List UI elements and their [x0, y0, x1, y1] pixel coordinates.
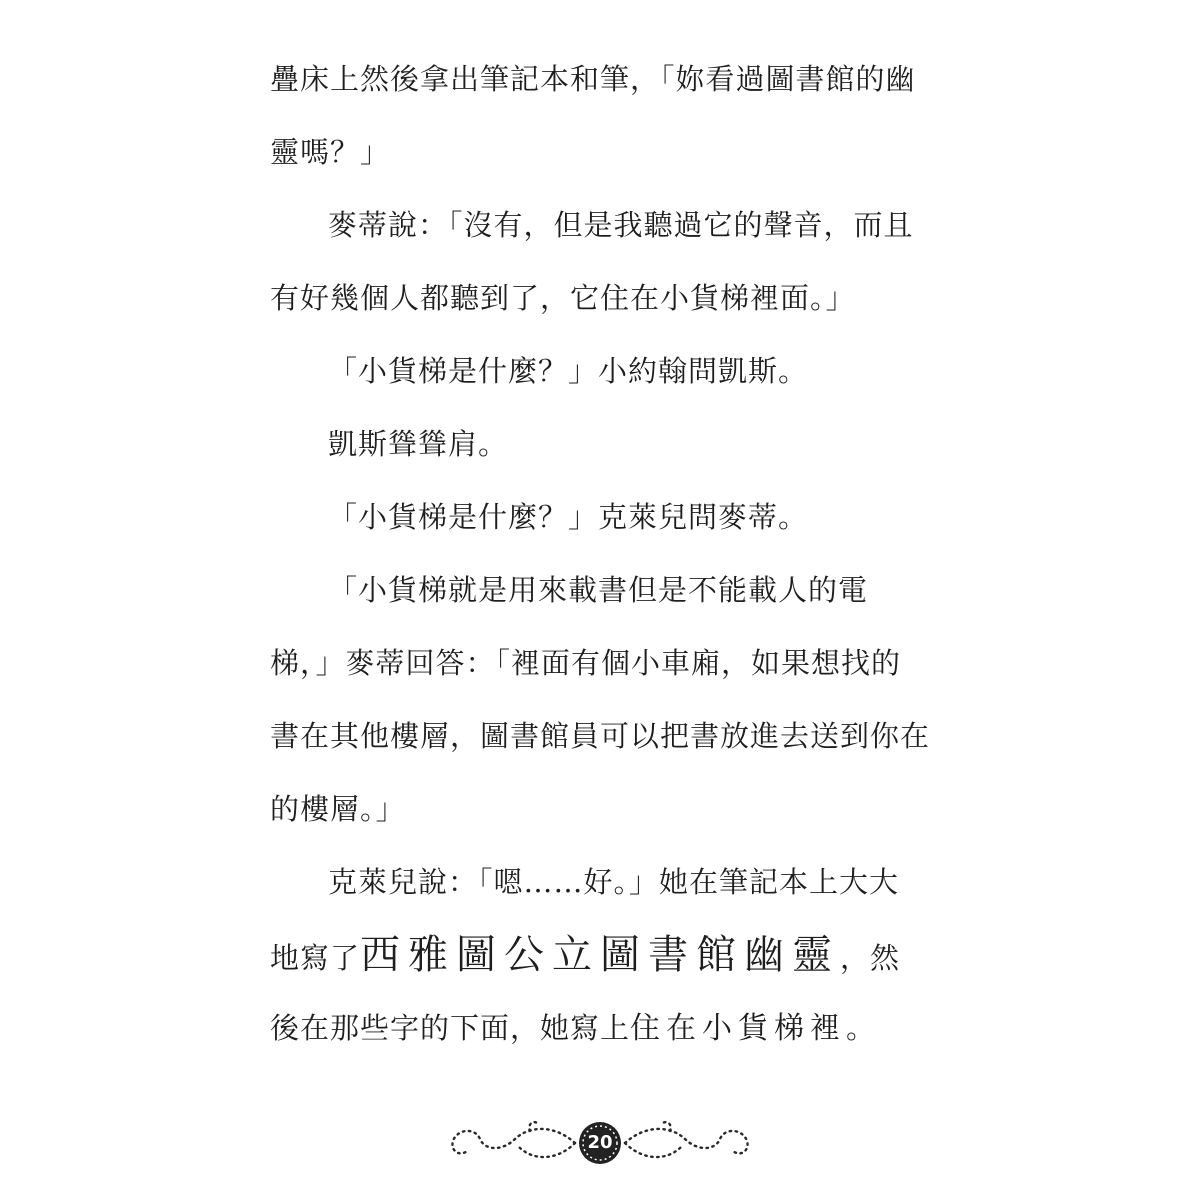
page-number: 20	[587, 1132, 613, 1153]
text-line: 「小貨梯是什麼？」克萊兒問麥蒂。	[328, 500, 809, 534]
text-segment: 。	[846, 1011, 877, 1045]
text-line: 克萊兒說：「嗯……好。」她在筆記本上大大	[328, 865, 900, 899]
text-line: 疊床上然後拿出筆記本和筆，「妳看過圖書館的幽	[270, 62, 916, 96]
text-line: 靈嗎？」	[270, 135, 391, 169]
text-line-with-handwriting	[270, 928, 910, 1001]
body-text	[270, 52, 931, 1074]
text-line: 麥蒂說：「沒有，但是我聽過它的聲音，而且	[328, 208, 914, 242]
text-segment: ，然	[840, 941, 901, 975]
text-line-with-handwriting	[270, 1001, 910, 1074]
handwritten-note: 住在小貨梯裡	[630, 1011, 847, 1046]
text-line: 的樓層。」	[270, 792, 406, 826]
page-footer	[435, 1115, 765, 1171]
text-line: 有好幾個人都聽到了，它住在小貨梯裡面。」	[270, 281, 856, 315]
text-line: 凱斯聳聳肩。	[328, 427, 509, 461]
handwritten-title: 西雅圖公立圖書館幽靈	[360, 932, 841, 978]
text-line: 「小貨梯是什麼？」小約翰問凱斯。	[328, 354, 809, 388]
text-line: 「小貨梯就是用來載書但是不能載人的電	[328, 573, 869, 607]
text-segment: 地寫了	[270, 941, 361, 975]
text-segment: 後在那些字的下面，她寫上	[270, 1011, 631, 1045]
text-line: 梯，」麥蒂回答：「裡面有個小車廂，如果想找的	[270, 646, 902, 680]
text-line: 書在其他樓層，圖書館員可以把書放進去送到你在	[270, 719, 931, 753]
